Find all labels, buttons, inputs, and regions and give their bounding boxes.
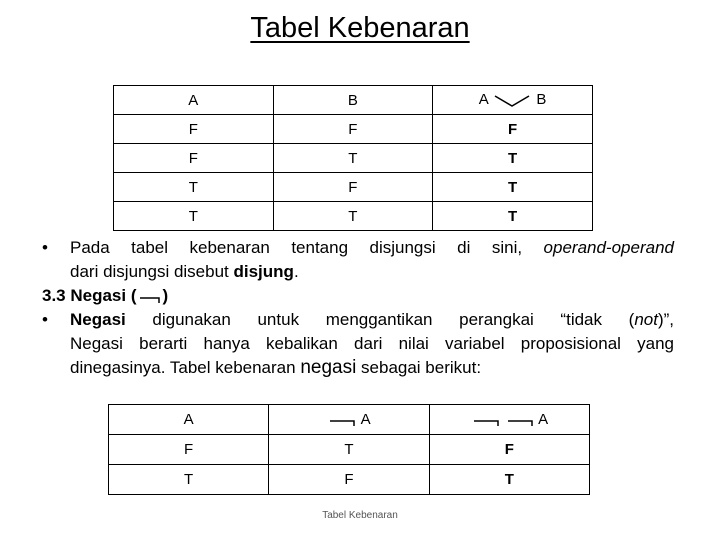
footer-caption: Tabel Kebenaran [322, 510, 398, 521]
table-cell: F [114, 144, 274, 173]
result-cell: F [433, 115, 593, 144]
result-cell: T [433, 144, 593, 173]
text-run: ) [162, 286, 169, 305]
result-cell: T [433, 202, 593, 231]
bullet-negasi [42, 308, 674, 332]
text-run: dari disjungsi disebut [70, 262, 234, 281]
table-cell: T [273, 144, 433, 173]
bullet-disjung [42, 236, 674, 260]
text-run: operand-operand [543, 238, 674, 257]
table-cell: F [114, 115, 274, 144]
table-row [109, 435, 590, 465]
negation-symbol-icon [505, 412, 535, 428]
page-title: Tabel Kebenaran [250, 12, 470, 44]
table-cell: F [273, 173, 433, 202]
result-cell: F [429, 435, 589, 465]
header-cell [269, 405, 429, 435]
table-cell: T [109, 465, 269, 495]
text-run: sebagai berikut: [356, 358, 482, 377]
header-operand: B [536, 91, 547, 109]
header-cell [429, 405, 589, 435]
disjunction-symbol-icon [492, 93, 532, 109]
table-row [114, 173, 593, 202]
header-cell: A [109, 405, 269, 435]
table-header-row [114, 86, 593, 115]
negation-truth-table [108, 404, 590, 495]
table-cell: T [269, 435, 429, 465]
header-cell [433, 86, 593, 115]
table-cell: F [109, 435, 269, 465]
text-run: digunakan untuk menggantikan perangkai “tidak ( [125, 310, 635, 329]
table-cell: F [269, 465, 429, 495]
table-cell: F [273, 115, 433, 144]
bullet-disjung-cont [42, 260, 674, 284]
table-row [114, 115, 593, 144]
table-row [114, 144, 593, 173]
header-operand: A [538, 410, 549, 428]
text-run: disjung [233, 262, 294, 281]
section-heading [42, 284, 674, 308]
body-text [42, 236, 674, 380]
table-cell: T [273, 202, 433, 231]
table-row [109, 465, 590, 495]
text-run: )”, [657, 310, 674, 329]
table-row [114, 202, 593, 231]
text-run: 3.3 Negasi ( [42, 286, 137, 305]
text-run: negasi [300, 357, 357, 378]
text-run: Negasi berarti hanya kebalikan dari nilai variabel proposisional yang [70, 334, 674, 353]
result-cell: T [429, 465, 589, 495]
text-run: Pada tabel kebenaran tentang disjungsi di sini, [70, 238, 544, 257]
result-cell: T [433, 173, 593, 202]
text-run: dinegasinya. Tabel kebenaran [70, 358, 301, 377]
header-operand: A [360, 410, 371, 428]
negation-symbol-icon [137, 289, 163, 305]
table-cell: T [114, 202, 274, 231]
bullet-icon: • [42, 238, 48, 257]
negation-symbol-icon [327, 412, 357, 428]
table-header-row [109, 405, 590, 435]
header-operand: A [478, 91, 488, 109]
text-run: Negasi [70, 310, 126, 329]
bullet-negasi-line3 [42, 356, 674, 380]
text-run: . [293, 262, 299, 281]
text-run: not [634, 310, 658, 329]
bullet-negasi-line2 [42, 332, 674, 356]
header-cell: B [273, 86, 433, 115]
negation-symbol-icon [471, 412, 501, 428]
table-cell: T [114, 173, 274, 202]
disjunction-truth-table [113, 85, 593, 231]
bullet-icon: • [42, 310, 48, 329]
header-cell: A [114, 86, 274, 115]
